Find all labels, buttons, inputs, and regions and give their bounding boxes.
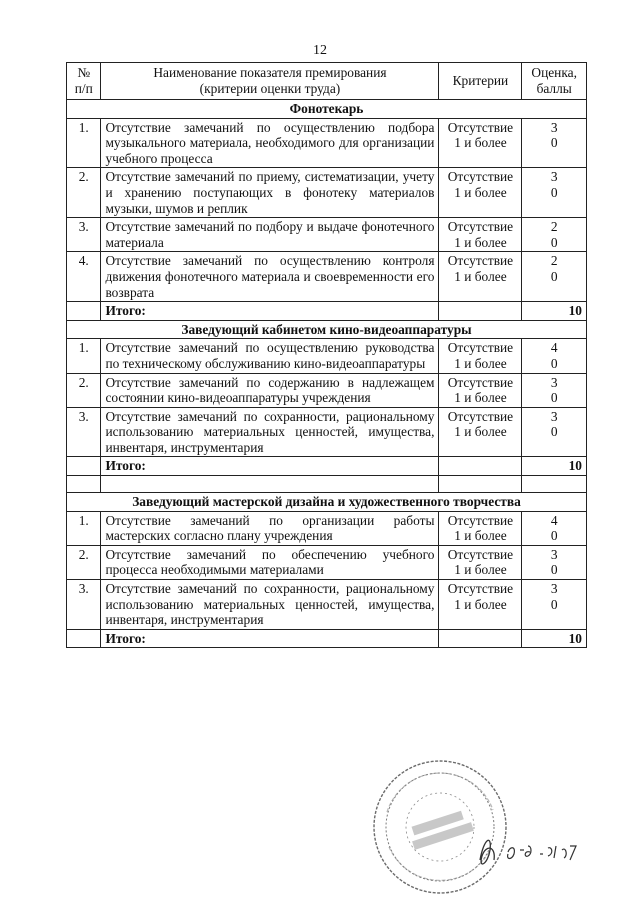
- row-indicator: Отсутствие замечаний по сохранности, рациональному использованию материальных ценностей, имущества, инвентаря, инструментария: [101, 580, 439, 630]
- row-number: 3.: [67, 580, 101, 630]
- table-row: [67, 218, 587, 252]
- total-value: 10: [522, 629, 587, 648]
- row-criteria: Отсутствие 1 и более: [439, 545, 522, 579]
- row-criteria: Отсутствие 1 и более: [439, 339, 522, 373]
- total-label: Итого:: [101, 457, 439, 476]
- row-number: 3.: [67, 218, 101, 252]
- total-value: 10: [522, 457, 587, 476]
- total-empty-cell: [439, 629, 522, 648]
- row-criteria: Отсутствие 1 и более: [439, 580, 522, 630]
- total-row: [67, 302, 587, 321]
- header-criteria: Критерии: [439, 63, 522, 100]
- row-indicator: Отсутствие замечаний по приему, систематизации, учету и хранению поступающих в фонотеку материалов музыки, шумов и реплик: [101, 168, 439, 218]
- total-empty-cell: [439, 302, 522, 321]
- empty-cell: [439, 476, 522, 493]
- empty-cell: [522, 476, 587, 493]
- total-label: Итого:: [101, 629, 439, 648]
- row-indicator: Отсутствие замечаний по осуществлению контроля движения фонотечного материала и своевременности его возврата: [101, 252, 439, 302]
- total-empty-cell: [67, 457, 101, 476]
- row-indicator: Отсутствие замечаний по содержанию в надлежащем состоянии кино-видеоаппаратуры учреждения: [101, 373, 439, 407]
- row-number: 2.: [67, 545, 101, 579]
- row-score: 3 0: [522, 168, 587, 218]
- row-indicator: Отсутствие замечаний по подбору и выдаче фонотечного материала: [101, 218, 439, 252]
- header-score: Оценка, баллы: [522, 63, 587, 100]
- row-indicator: Отсутствие замечаний по организации работы мастерских согласно плану учреждения: [101, 511, 439, 545]
- header-number: № п/п: [67, 63, 101, 100]
- table-row: [67, 580, 587, 630]
- total-row: [67, 457, 587, 476]
- row-score: 2 0: [522, 218, 587, 252]
- row-indicator: Отсутствие замечаний по осуществлению подбора музыкального материала, необходимого для организации учебного процесса: [101, 118, 439, 168]
- section-title: Заведующий мастерской дизайна и художественного творчества: [67, 493, 587, 512]
- bonus-criteria-table: [66, 62, 587, 648]
- section-title-row: [67, 100, 587, 119]
- row-criteria: Отсутствие 1 и более: [439, 168, 522, 218]
- row-criteria: Отсутствие 1 и более: [439, 373, 522, 407]
- row-number: 4.: [67, 252, 101, 302]
- row-number: 2.: [67, 373, 101, 407]
- table-row: [67, 511, 587, 545]
- total-label: Итого:: [101, 302, 439, 321]
- row-number: 3.: [67, 407, 101, 457]
- row-score: 2 0: [522, 252, 587, 302]
- spacer-row: [67, 476, 587, 493]
- handwritten-signature: [470, 820, 600, 880]
- table-row: [67, 339, 587, 373]
- row-score: 4 0: [522, 511, 587, 545]
- total-empty-cell: [67, 629, 101, 648]
- row-indicator: Отсутствие замечаний по осуществлению руководства по техническому обслуживанию кино-видеоаппаратуры: [101, 339, 439, 373]
- row-criteria: Отсутствие 1 и более: [439, 407, 522, 457]
- row-criteria: Отсутствие 1 и более: [439, 218, 522, 252]
- row-score: 3 0: [522, 580, 587, 630]
- row-number: 2.: [67, 168, 101, 218]
- table-row: [67, 118, 587, 168]
- empty-cell: [101, 476, 439, 493]
- row-indicator: Отсутствие замечаний по обеспечению учебного процесса необходимыми материалами: [101, 545, 439, 579]
- row-number: 1.: [67, 511, 101, 545]
- total-row: [67, 629, 587, 648]
- row-score: 3 0: [522, 545, 587, 579]
- row-criteria: Отсутствие 1 и более: [439, 118, 522, 168]
- section-title-row: [67, 320, 587, 339]
- row-score: 3 0: [522, 373, 587, 407]
- table-row: [67, 168, 587, 218]
- table-row: [67, 407, 587, 457]
- stamp-center-lettering: [408, 809, 474, 850]
- row-score: 4 0: [522, 339, 587, 373]
- row-indicator: Отсутствие замечаний по сохранности, рациональному использованию материальных ценностей, имущества, инвентаря, инструментария: [101, 407, 439, 457]
- row-number: 1.: [67, 339, 101, 373]
- total-value: 10: [522, 302, 587, 321]
- section-title: Фонотекарь: [67, 100, 587, 119]
- row-score: 3 0: [522, 407, 587, 457]
- table-row: [67, 252, 587, 302]
- page-number: 12: [313, 43, 327, 58]
- total-empty-cell: [439, 457, 522, 476]
- header-indicator-name: Наименование показателя премирования (критерии оценки труда): [101, 63, 439, 100]
- table-row: [67, 545, 587, 579]
- section-title: Заведующий кабинетом кино-видеоаппаратуры: [67, 320, 587, 339]
- section-title-row: [67, 493, 587, 512]
- row-number: 1.: [67, 118, 101, 168]
- empty-cell: [67, 476, 101, 493]
- row-criteria: Отсутствие 1 и более: [439, 252, 522, 302]
- row-score: 3 0: [522, 118, 587, 168]
- table-row: [67, 373, 587, 407]
- table-header-row: [67, 63, 587, 100]
- row-criteria: Отсутствие 1 и более: [439, 511, 522, 545]
- total-empty-cell: [67, 302, 101, 321]
